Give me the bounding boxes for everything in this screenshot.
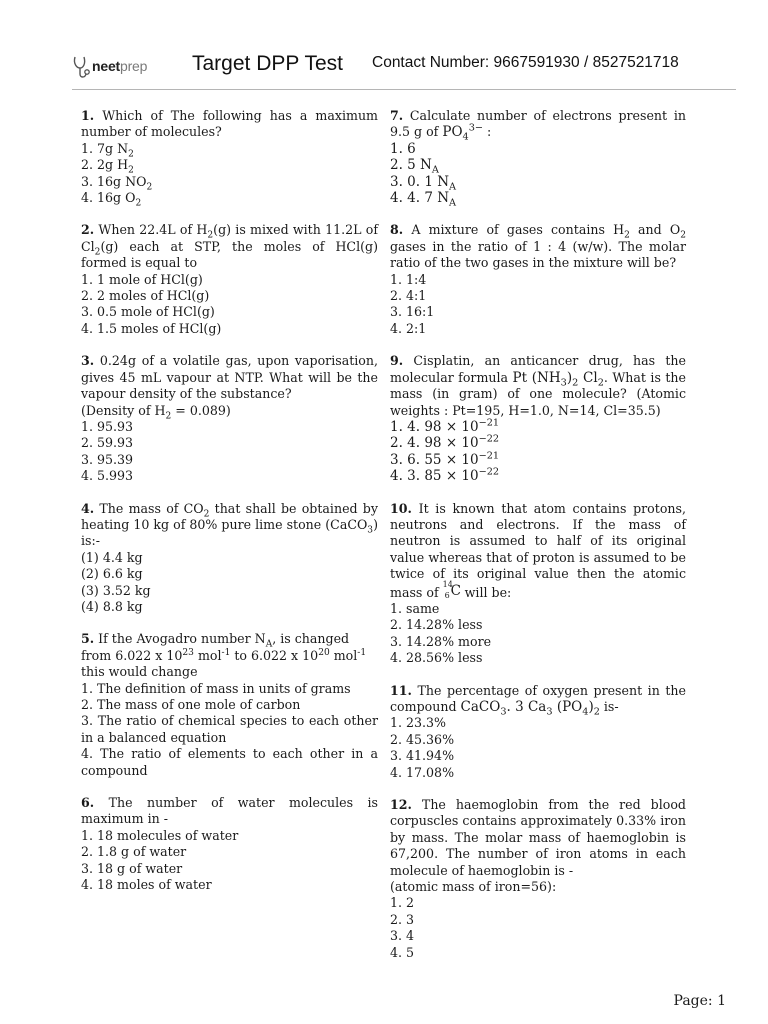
question-8 (390, 222, 686, 337)
question-4 (81, 501, 378, 616)
question-6 (81, 795, 378, 893)
question-text: 7. Calculate number of electrons present in 9.5 g of $PO_4^{3-}$ : (390, 108, 686, 144)
question-12 (390, 797, 686, 961)
option: 3. The ratio of chemical species to each other in a balanced equation (81, 713, 378, 745)
option: 3. 14.28% more (390, 633, 492, 649)
question-text: 4. The mass of $CO_2$ that shall be obtained by heating 10 kg of 80% pure lime stone (CaCO$_3$) is:- (81, 500, 378, 549)
question-1 (81, 108, 378, 209)
option-list (390, 715, 686, 781)
option: 2. 14.28% less (390, 617, 483, 633)
question-text: 10. It is known that atom contains protons, neutrons and electrons. If the mass of neutron is assumed to half of its original value whereas that of proton is assumed to be twice of its original value then the atomic mass of 14 6 C will be: (390, 500, 686, 600)
option: 4. The ratio of elements to each other in a compound (81, 746, 378, 778)
question-9 (390, 353, 686, 484)
question-note: (atomic mass of iron=56): (390, 879, 557, 895)
neetprep-logo (72, 54, 168, 80)
question-3 (81, 353, 378, 484)
option: 2. 45.36% (390, 731, 455, 747)
question-text: 8. A mixture of gases contains $H_2$ and $O_2$ gases in the ratio of 1 : 4 (w/w). The molar ratio of the two gases in the mixture will be? (390, 222, 686, 271)
question-text: 3. 0.24g of a volatile gas, upon vaporisation, gives 45 mL vapour at NTP. What will be the vapour density of the substance? (81, 353, 378, 402)
question-10 (390, 501, 686, 667)
question-7 (390, 108, 686, 209)
option: 2. 4. $98 \times 10^{-22}$ (390, 433, 500, 452)
contact-number: Contact Number: 9667591930 / 8527521718 (372, 54, 679, 71)
question-note: (Density of $H_2 = 0.089$) (81, 402, 231, 422)
option: 1. 18 molecules of water (81, 827, 239, 843)
option: 1. The definition of mass in units of grams (81, 680, 351, 696)
option: 4. 4. 7 $N_A$ (390, 190, 457, 209)
option: 3. 0.5 mole of HCl(g) (81, 304, 215, 320)
option: 4. 3. $85 \times 10^{-22}$ (390, 466, 500, 485)
header-divider (72, 89, 736, 90)
option-list (390, 272, 686, 338)
question-text: 11. The percentage of oxygen present in the compound CaCO$_3$. 3 $Ca_3$ $(PO_4)_2$ is- (390, 682, 686, 718)
option: 1. 1:4 (390, 271, 427, 287)
option: 3. 18 g of water (81, 860, 183, 876)
option: 1. 2 (390, 895, 415, 911)
question-text: 5. If the Avogadro number $N_A$, is changed from 6.022 x $10^{23}$ mol$^{-1}$ to 6.022 x $10^{20}$ mol$^{-1}$ this would change (81, 631, 367, 680)
option: 4. 1.5 moles of HCl(g) (81, 320, 222, 336)
option: 1. 7g $N_2$ (81, 140, 134, 160)
option: 3. 41.94% (390, 748, 455, 764)
option: 2. 4:1 (390, 288, 427, 304)
question-text: 1. Which of The following has a maximum number of molecules? (81, 108, 378, 140)
option: 4. 5 (390, 944, 415, 960)
option: 1. 95.93 (81, 418, 134, 434)
page-title: Target DPP Test (192, 52, 343, 75)
option: 4. 18 moles of water (81, 877, 212, 893)
option: 4. 16g $O_2$ (81, 190, 142, 209)
question-5 (81, 631, 378, 779)
option: 3. 0. 1 $N_A$ (390, 173, 457, 193)
option: 2. 1.8 g of water (81, 844, 187, 860)
option-list (390, 141, 686, 207)
option: (2) 6.6 kg (81, 566, 143, 582)
option: 3. 16:1 (390, 304, 435, 320)
question-text: 2. When 22.4L of $H_2(g)$ is mixed with 11.2L of $Cl_2(g)$ each at STP, the moles of HCl(g) formed is equal to (81, 222, 378, 271)
option: 1. 4. $98 \times 10^{-21}$ (390, 417, 500, 435)
option: 2. 59.93 (81, 435, 134, 451)
question-text: 9. Cisplatin, an anticancer drug, has the molecular formula Pt $(NH_3)_2$ $Cl_2$. What is the mass (in gram) of one molecule? (Atomic weights : Pt=195, H=1.0, N=14, Cl=35.5) (390, 353, 686, 418)
stethoscope-icon (72, 54, 92, 80)
option-list (81, 681, 378, 779)
option-list (81, 828, 378, 894)
option-list (81, 141, 378, 207)
logo-text: neetprep (92, 58, 148, 74)
option: 4. 28.56% less (390, 650, 483, 666)
right-column (390, 108, 686, 977)
question-text: 6. The number of water molecules is maximum in - (81, 795, 378, 827)
option: 2. 2 moles of HCl(g) (81, 288, 210, 304)
option: 1. same (390, 600, 440, 616)
isotope-symbol: 14 6 C (442, 579, 461, 600)
option: (4) 8.8 kg (81, 598, 143, 614)
option: (1) 4.4 kg (81, 549, 143, 565)
page-number: Page: 1 (673, 993, 726, 1009)
option: 2. 3 (390, 911, 415, 927)
option: 3. 6. $55 \times 10^{-21}$ (390, 450, 500, 468)
option-list (81, 419, 378, 485)
option: 3. 4 (390, 928, 415, 944)
option: 1. 23.3% (390, 715, 447, 731)
question-2 (81, 222, 378, 337)
option: 4. 17.08% (390, 764, 455, 780)
option: 3. 16g $NO_2$ (81, 173, 153, 193)
option: 4. 5.993 (81, 468, 134, 484)
option: 2. The mass of one mole of carbon (81, 697, 301, 712)
option: 1. 6 (390, 140, 416, 157)
left-column (81, 108, 378, 909)
option-list (390, 419, 686, 485)
page-header (72, 46, 736, 86)
option: (3) 3.52 kg (81, 582, 151, 598)
question-text: 12. The haemoglobin from the red blood corpuscles contains approximately 0.33% iron by mass. The molar mass of haemoglobin is 67,200. The number of iron atoms in each molecule of haemoglobin is - (390, 797, 686, 878)
option: 1. 1 mole of HCl(g) (81, 271, 203, 287)
option: 2. 5 $N_A$ (390, 157, 439, 176)
option: 2. 2g $H_2$ (81, 157, 134, 176)
option-list (81, 272, 378, 338)
option-list (390, 895, 686, 961)
option: 3. 95.39 (81, 451, 134, 467)
option-list (81, 550, 378, 616)
option-list (390, 601, 686, 667)
question-11 (390, 683, 686, 781)
option: 4. 2:1 (390, 320, 427, 336)
